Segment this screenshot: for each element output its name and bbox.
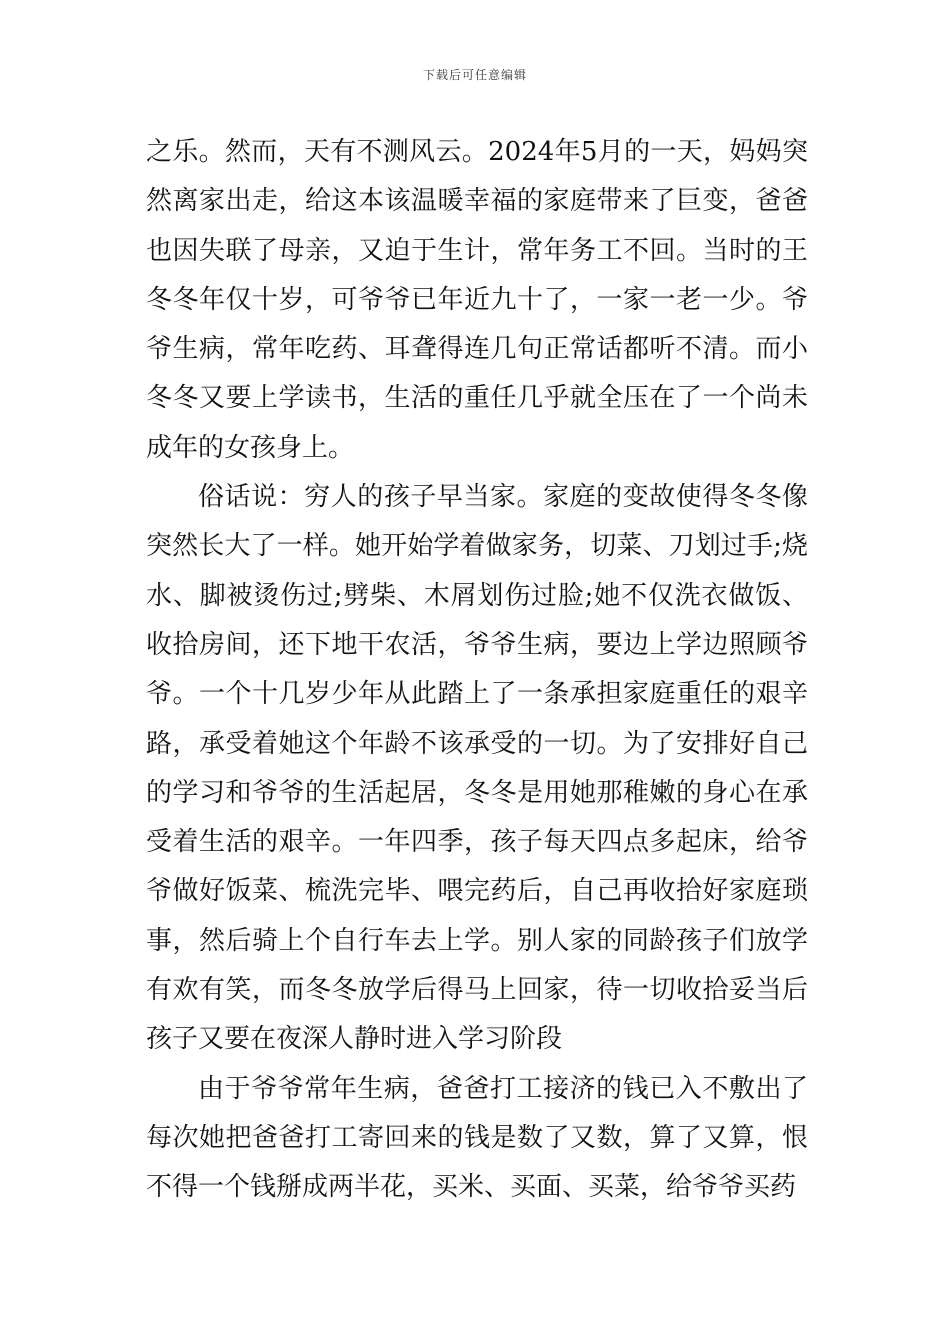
paragraph-1: 之乐。然而，天有不测风云。2024年5月的一天，妈妈突然离家出走，给这本该温暖幸福的家庭带来了巨变，爸爸也因失联了母亲，又迫于生计，常年务工不回。当时的王冬冬年仅十岁，可爷爷已年近九十了，一家一老一少。爷爷生病，常年吃药、耳聋得连几句正常话都听不清。而小冬冬又要上学读书，生活的重任几乎就全压在了一个尚未成年的女孩身上。 xyxy=(146,137,808,463)
document-body xyxy=(146,128,808,1213)
paragraph-3: 由于爷爷常年生病，爸爸打工接济的钱已入不敷出了每次她把爸爸打工寄回来的钱是数了又数，算了又算，恨不得一个钱掰成两半花，买米、买面、买菜，给爷爷买药 xyxy=(146,1073,808,1203)
page-header-note: 下载后可任意编辑 xyxy=(422,68,527,82)
paragraph-2: 俗话说：穷人的孩子早当家。家庭的变故使得冬冬像突然长大了一样。她开始学着做家务，切菜、刀划过手;烧水、脚被烫伤过;劈柴、木屑划伤过脸;她不仅洗衣做饭、收拾房间，还下地干农活，爷爷生病，要边上学边照顾爷爷。一个十几岁少年从此踏上了一条承担家庭重任的艰辛路，承受着她这个年龄不该承受的一切。为了安排好自己的学习和爷爷的生活起居，冬冬是用她那稚嫩的身心在承受着生活的艰辛。一年四季，孩子每天四点多起床，给爷爷做好饭菜、梳洗完毕、喂完药后，自己再收拾好家庭琐事，然后骑上个自行车去上学。别人家的同龄孩子们放学有欢有笑，而冬冬放学后得马上回家，待一切收拾妥当后孩子又要在夜深人静时进入学习阶段 xyxy=(146,482,808,1055)
